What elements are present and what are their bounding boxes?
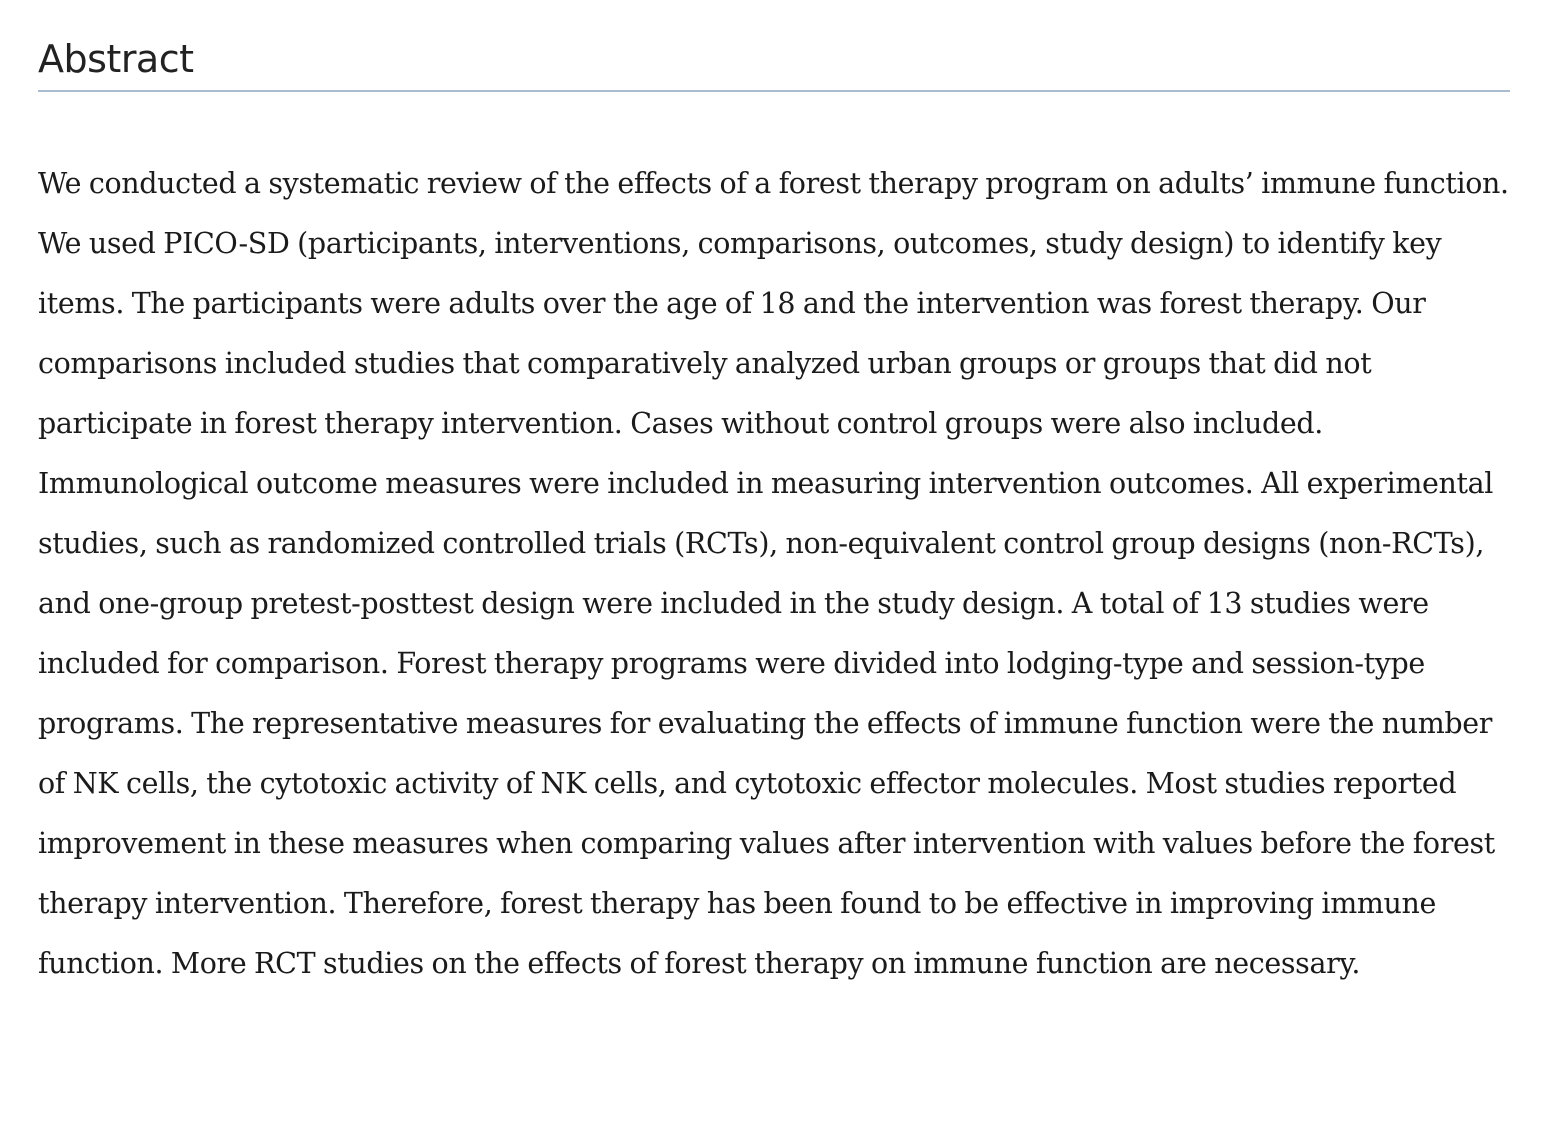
- abstract-body: We conducted a systematic review of the effects of a forest therapy program on adults’ immune function. We used PICO-SD (participants, interventions, comparisons, outcomes, study design) to identify key items. The participants were adults over the age of 18 and the intervention was forest therapy. Our comparisons included studies that comparatively analyzed urban groups or groups that did not participate in forest therapy intervention. Cases without control groups were also included. Immunological outcome measures were included in measuring intervention outcomes. All experimental studies, such as randomized controlled trials (RCTs), non-equivalent control group designs (non-RCTs), and one-group pretest-posttest design were included in the study design. A total of 13 studies were included for comparison. Forest therapy programs were divided into lodging-type and session-type programs. The representative measures for evaluating the effects of immune function were the number of NK cells, the cytotoxic activity of NK cells, and cytotoxic effector molecules. Most studies reported improvement in these measures when comparing values after intervention with values before the forest therapy intervention. Therefore, forest therapy has been found to be effective in improving immune function. More RCT studies on the effects of forest therapy on immune function are necessary.: [38, 167, 1509, 980]
- abstract-heading: Abstract: [38, 37, 194, 81]
- abstract-section: [38, 30, 1510, 994]
